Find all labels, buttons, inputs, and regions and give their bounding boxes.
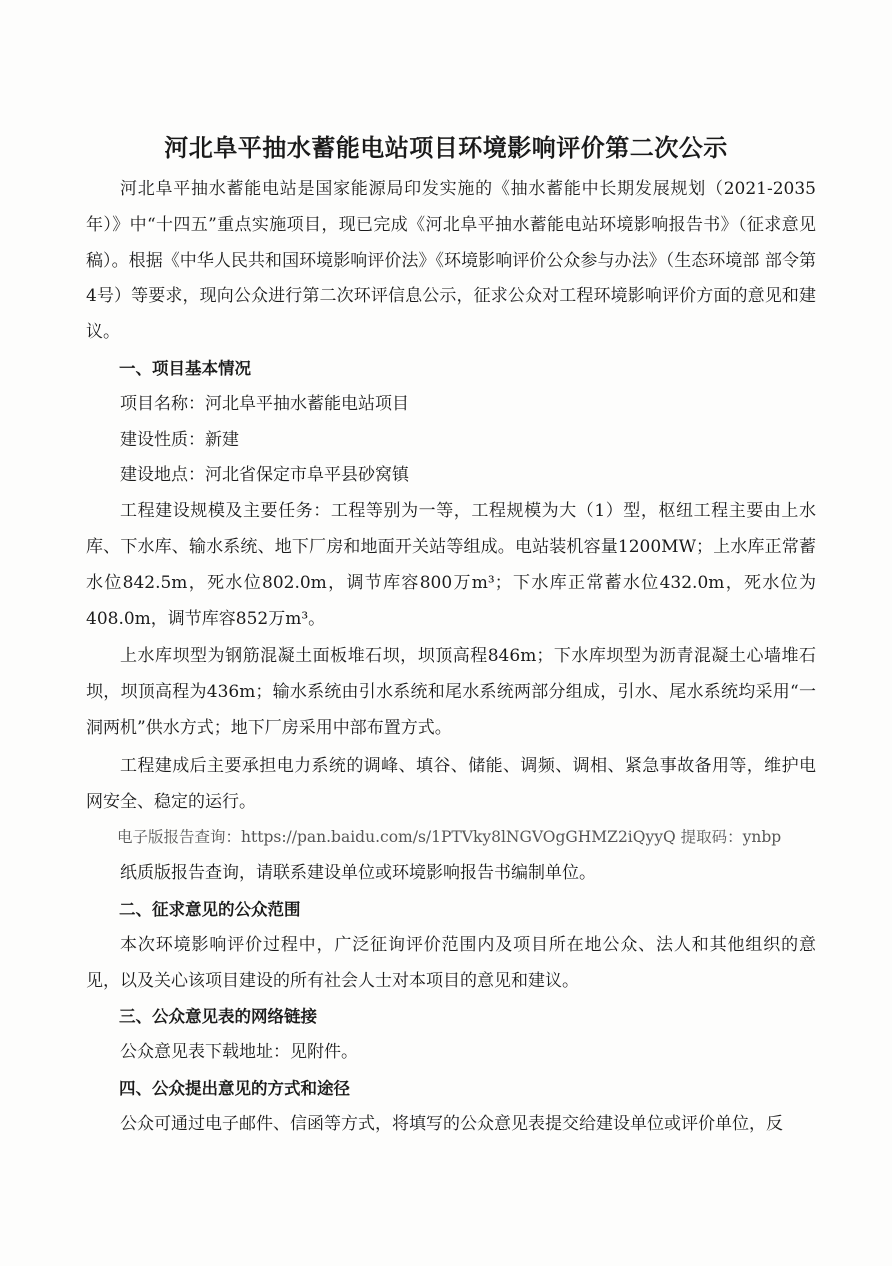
opinion-form-download: 公众意见表下载地址：见附件。 (120, 1042, 358, 1063)
document-body (86, 172, 816, 1143)
section-heading-public-scope: 二、征求意见的公众范围 (119, 899, 301, 919)
public-scope-paragraph: 本次环境影响评价过程中，广泛征询评价范围内及项目所在地公众、法人和其他组织的意见，以及关心该项目建设的所有社会人士对本项目的意见和建议。 (86, 934, 816, 991)
section-heading-opinion-form-link: 三、公众意见表的网络链接 (119, 1007, 317, 1027)
section-heading-project-info: 一、项目基本情况 (119, 358, 251, 378)
electronic-report-link[interactable]: 电子版报告查询：https://pan.baidu.com/s/1PTVky8lNGVOgGHMZ2iQyyQ 提取码：ynbp (117, 828, 782, 847)
intro-paragraph: 河北阜平抽水蓄能电站是国家能源局印发实施的《抽水蓄能中长期发展规划（2021-2035年）》中“十四五”重点实施项目，现已完成《河北阜平抽水蓄能电站环境影响报告书》（征求意见稿）。根据《中华人民共和国环境影响评价法》《环境影响评价公众参与办法》（生态环境部 部令第4号）等要求，现向公众进行第二次环评信息公示，征求公众对工程环境影响评价方面的意见和建议。 (86, 179, 816, 343)
construction-nature: 建设性质：新建 (120, 429, 239, 450)
paper-report-note: 纸质版报告查询，请联系建设单位或环境影响报告书编制单位。 (120, 863, 596, 884)
submission-methods-paragraph: 公众可通过电子邮件、信函等方式，将填写的公众意见表提交给建设单位或评价单位，反 (120, 1113, 783, 1134)
construction-scale-paragraph: 工程建设规模及主要任务：工程等别为一等，工程规模为大（1）型，枢纽工程主要由上水库、下水库、输水系统、地下厂房和地面开关站等组成。电站装机容量1200MW；上水库正常蓄水位842.5m，死水位802.0m，调节库容800万m³；下水库正常蓄水位432.0m，死水位为408.0m，调节库容852万m³。 (86, 501, 816, 629)
section-heading-submission-methods: 四、公众提出意见的方式和途径 (119, 1078, 350, 1098)
functions-paragraph: 工程建成后主要承担电力系统的调峰、填谷、储能、调频、调相、紧急事故备用等，维护电网安全、稳定的运行。 (86, 755, 816, 812)
construction-location: 建设地点：河北省保定市阜平县砂窝镇 (120, 465, 409, 486)
document-title: 河北阜平抽水蓄能电站项目环境影响评价第二次公示 (164, 134, 728, 162)
dam-description-paragraph: 上水库坝型为钢筋混凝土面板堆石坝，坝顶高程846m；下水库坝型为沥青混凝土心墙堆石坝，坝顶高程为436m；输水系统由引水系统和尾水系统两部分组成，引水、尾水系统均采用“一洞两机”供水方式；地下厂房采用中部布置方式。 (86, 646, 816, 738)
project-name: 项目名称：河北阜平抽水蓄能电站项目 (120, 393, 409, 414)
